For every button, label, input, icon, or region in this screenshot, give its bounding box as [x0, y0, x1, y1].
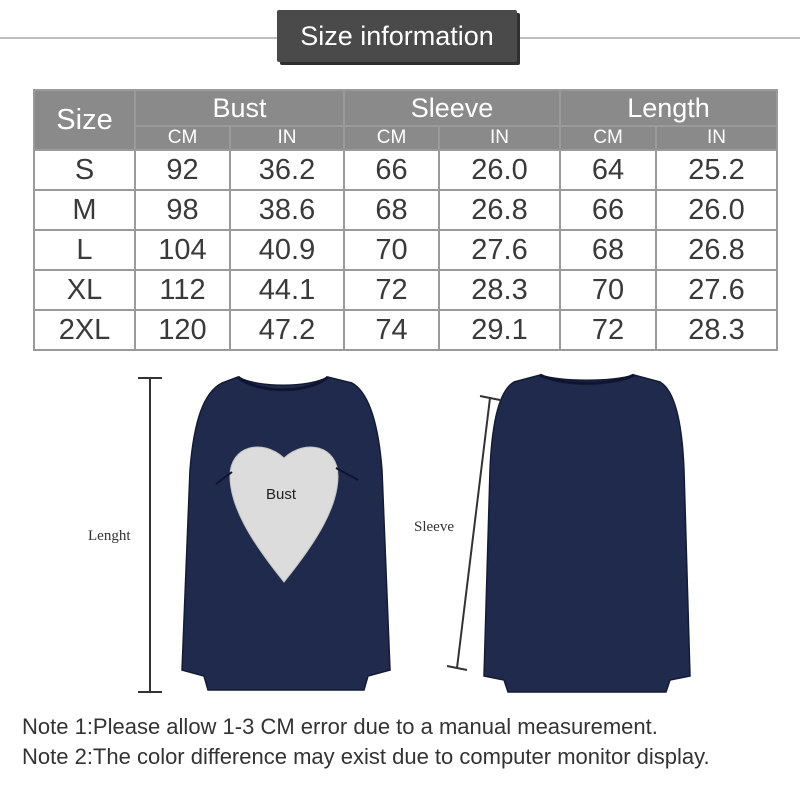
table-cell: 104	[135, 230, 230, 270]
table-cell: 36.2	[230, 150, 344, 190]
table-cell: 26.0	[439, 150, 560, 190]
table-cell: 72	[344, 270, 439, 310]
table-cell: 25.2	[656, 150, 777, 190]
unit-header: IN	[439, 126, 560, 150]
size-cell: L	[34, 230, 135, 270]
notes-section	[22, 712, 710, 772]
table-cell: 66	[560, 190, 656, 230]
table-cell: 66	[344, 150, 439, 190]
length-measure-line	[138, 378, 162, 692]
page-title: Size information	[300, 21, 494, 51]
table-row	[34, 190, 777, 230]
size-cell: M	[34, 190, 135, 230]
length-header: Length	[560, 90, 777, 126]
table-cell: 64	[560, 150, 656, 190]
sweater-illustration	[0, 365, 800, 705]
bust-label: Bust	[266, 486, 297, 503]
length-label: Lenght	[88, 528, 131, 544]
table-cell: 26.8	[656, 230, 777, 270]
sweater-front	[182, 377, 390, 690]
size-cell: S	[34, 150, 135, 190]
table-cell: 44.1	[230, 270, 344, 310]
table-cell: 26.8	[439, 190, 560, 230]
note-1: Note 1:Please allow 1-3 CM error due to a manual measurement.	[22, 714, 658, 739]
table-cell: 29.1	[439, 310, 560, 350]
table-cell: 26.0	[656, 190, 777, 230]
table-cell: 112	[135, 270, 230, 310]
sweater-back-body	[484, 375, 690, 692]
unit-header: CM	[135, 126, 230, 150]
table-row	[34, 270, 777, 310]
size-column-header: Size	[34, 90, 135, 150]
table-row	[34, 230, 777, 270]
table-cell: 70	[344, 230, 439, 270]
sweater-back	[484, 375, 690, 692]
table-cell: 68	[344, 190, 439, 230]
sleeve-header: Sleeve	[344, 90, 560, 126]
table-cell: 98	[135, 190, 230, 230]
sleeve-label: Sleeve	[414, 519, 454, 535]
unit-header: IN	[230, 126, 344, 150]
table-cell: 28.3	[439, 270, 560, 310]
title-banner	[277, 10, 517, 62]
size-cell: XL	[34, 270, 135, 310]
table-cell: 28.3	[656, 310, 777, 350]
size-cell: 2XL	[34, 310, 135, 350]
table-cell: 47.2	[230, 310, 344, 350]
table-row	[34, 310, 777, 350]
table-cell: 70	[560, 270, 656, 310]
table-cell: 38.6	[230, 190, 344, 230]
table-cell: 92	[135, 150, 230, 190]
table-cell: 74	[344, 310, 439, 350]
note-2: Note 2:The color difference may exist due to computer monitor display.	[22, 744, 710, 769]
table-cell: 27.6	[656, 270, 777, 310]
table-cell: 40.9	[230, 230, 344, 270]
size-chart-table	[33, 89, 778, 351]
table-cell: 72	[560, 310, 656, 350]
table-cell: 27.6	[439, 230, 560, 270]
table-row	[34, 150, 777, 190]
bust-header: Bust	[135, 90, 344, 126]
unit-header: CM	[560, 126, 656, 150]
table-cell: 120	[135, 310, 230, 350]
table-cell: 68	[560, 230, 656, 270]
unit-header: CM	[344, 126, 439, 150]
unit-header: IN	[656, 126, 777, 150]
